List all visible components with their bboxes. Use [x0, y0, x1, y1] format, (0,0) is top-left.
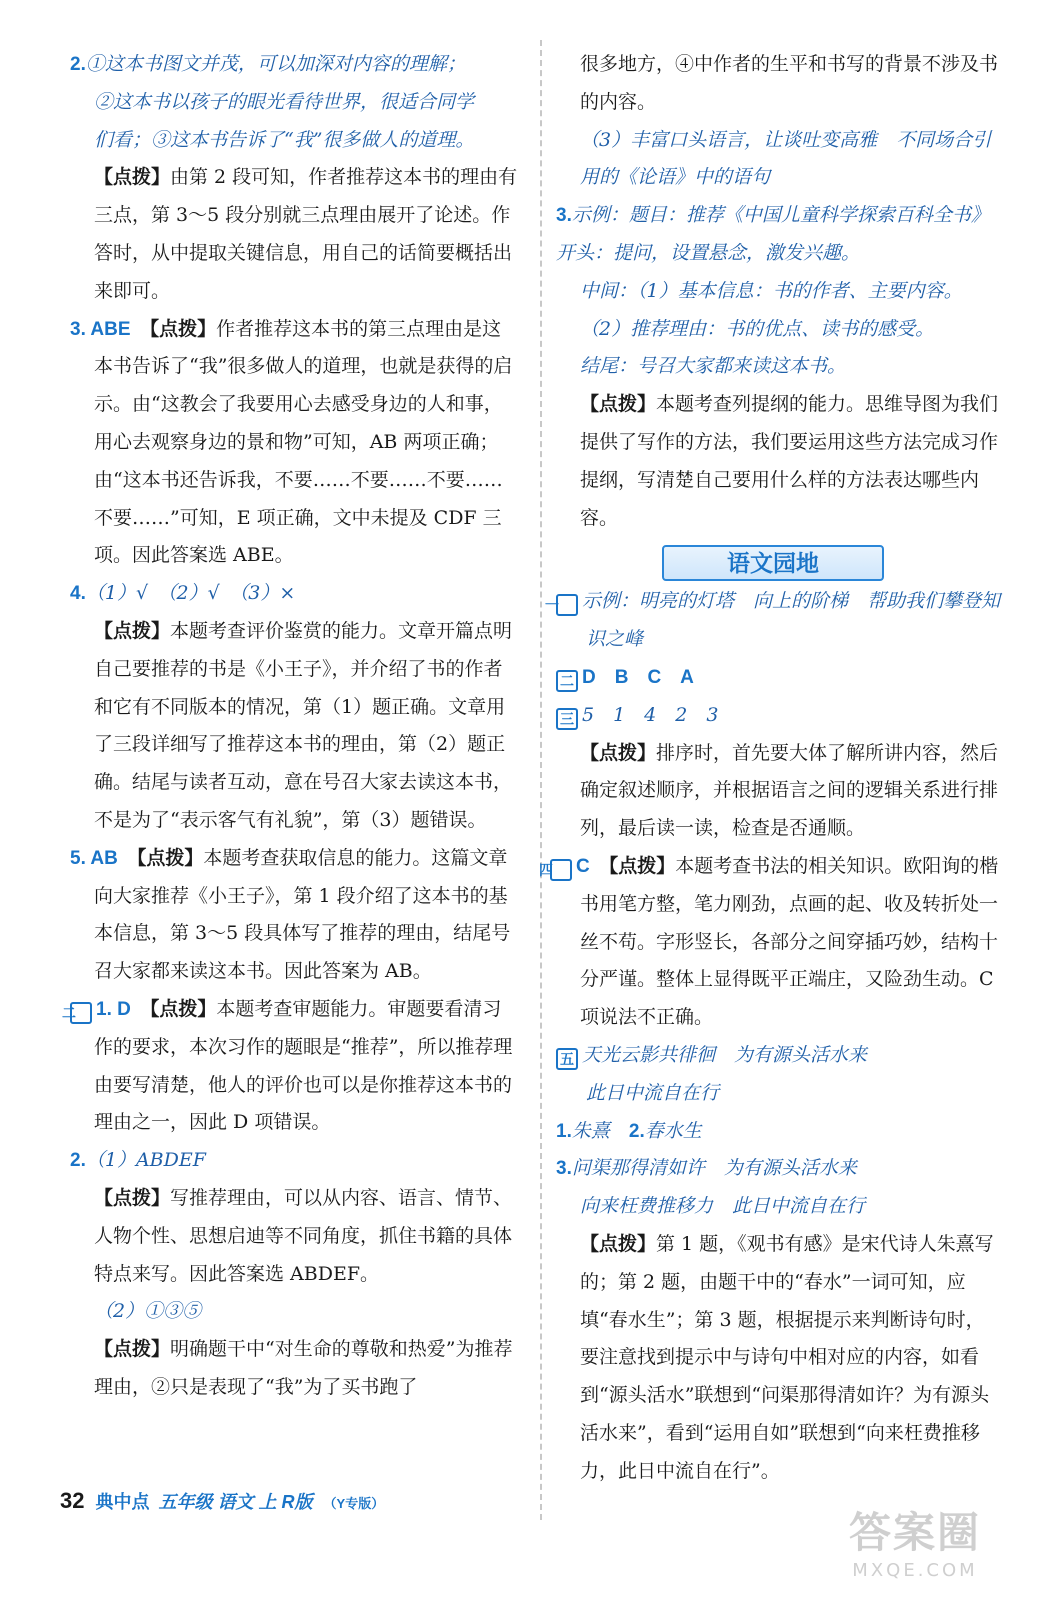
yuanDi-5-q1q2: 1.朱熹 2.春水生	[556, 1119, 702, 1142]
yuanDi-4: 四 C 【点拨】本题考查书法的相关知识。欧阳询的楷书用笔方整，笔力刚劲，点画的起、收及转折处一丝不苟。字形竖长，各部分之间穿插巧妙，结构十分严谨。整体上显得既平正端庄，又险劲生动。C 项说法不正确。	[539, 854, 999, 1029]
section-5-icon: 五	[556, 1048, 578, 1070]
answer-2: 2.①这本书图文并茂，可以加深对内容的理解； ②这本书以孩子的眼光看待世界，很适合同学 们看；③这本书告诉了“我”很多做人的道理。	[70, 53, 475, 151]
yuanDi-2: 二 D B C A	[556, 659, 1002, 697]
answer-2-line2: ②这本书以孩子的眼光看待世界，很适合同学	[94, 90, 475, 113]
section-2b-icon: 二	[556, 670, 578, 692]
section-banner: 语文园地	[662, 545, 884, 581]
section-1-icon: 一	[556, 594, 578, 616]
yuanDi-5-q3: 3.问渠那得清如许 为有源头活水来 向来枉费推移力 此日中流自在行	[556, 1157, 866, 1218]
section-2-answer-1: 二 1. D 【点拨】本题考查审题能力。审题要看清习作的要求，本次习作的题眼是“推荐”，所以推荐理由要写清楚，他人的评价也可以是你推荐这本书的理由之一，因此 D 项错误。	[62, 997, 513, 1134]
page-footer	[60, 1488, 384, 1518]
tip-s2-2-1: 【点拨】写推荐理由，可以从内容、语言、情节、人物个性、思想启迪等不同角度，抓住书籍的具体特点来写。因此答案选 ABDEF。	[94, 1186, 513, 1285]
answer-3-outline: 3.示例：题目：推荐《中国儿童科学探索百科全书》 开头：提问，设置悬念，激发兴趣。	[556, 204, 990, 264]
section-2-icon: 二	[70, 1002, 92, 1024]
tip-s2-2-2: 【点拨】明确题干中“对生命的尊敬和热爱”为推荐理由，②只是表现了“我”为了买书跑了	[94, 1338, 513, 1398]
section-4-icon: 四	[550, 859, 572, 881]
answer-3-sub: （3）丰富口头语言，让谈吐变高雅 不同场合引用的《论语》中的语句	[580, 128, 992, 189]
watermark-logo: 答案圈	[848, 1508, 981, 1557]
tip-4: 【点拨】本题考查评价鉴赏的能力。文章开篇点明自己要推荐的书是《小王子》，并介绍了书的作者和它有不同版本的情况，第（1）题正确。文章用了三段详细写了推荐这本书的理由，第（2）题正确。结尾与读者互动，意在号召大家去读这本书，不是为了“表示客气有礼貌”，第（3）题错误。	[94, 619, 513, 831]
watermark	[820, 1500, 1010, 1590]
answer-3-middle: 中间：（1）基本信息：书的作者、主要内容。 （2）推荐理由：书的优点、读书的感受。 结尾：号召大家都来读这本书。	[580, 279, 963, 378]
yuanDi-5-line2: 此日中流自在行	[586, 1081, 720, 1104]
edition-label: （Y专版）	[323, 1496, 385, 1511]
section-3-icon: 三	[556, 708, 578, 730]
watermark-url: MXQE.COM	[852, 1560, 978, 1581]
answer-2-line3: 们看；③这本书告诉了“我”很多做人的道理。	[94, 128, 475, 151]
left-column	[62, 46, 518, 1407]
answer-s2-2-2: （2）①③⑤	[94, 1300, 202, 1323]
right-column	[539, 46, 1002, 1490]
answer-4: 4.（1）√ （2）√ （3）×	[70, 582, 296, 605]
section-2-answer-2: 2.（1）ABDEF	[70, 1149, 206, 1172]
yuanDi-5: 五 天光云影共徘徊 为有源头活水来	[556, 1037, 1002, 1075]
tip-2: 【点拨】由第 2 段可知，作者推荐这本书的理由有三点，第 3～5 段分别就三点理由展开了论述。作答时，从中提取关键信息，用自己的话简要概括出来即可。	[94, 166, 518, 302]
tip-yuanDi-5: 【点拨】第 1 题，《观书有感》是宋代诗人朱熹写的；第 2 题，由题干中的“春水”一词可知，应填“春水生”；第 3 题，根据提示来判断诗句时，要注意找到提示中与诗句中相对应的内容，如看到“源头活水”联想到“问渠那得清如许？为有源头活水来”，看到“运用自如”联想到“向来枉费推移力，此日中流自在行”。	[580, 1232, 994, 1482]
yuanDi-3: 三 5 1 4 2 3	[556, 697, 1002, 735]
answer-5: 5. AB 【点拨】本题考查获取信息的能力。这篇文章向大家推荐《小王子》，第 1 段介绍了这本书的基本信息，第 3～5 段具体写了推荐的理由，结尾号召大家都来读这本书。因此答案为 AB。	[70, 846, 511, 983]
answer-3: 3. ABE 【点拨】作者推荐这本书的第三点理由是这本书告诉了“我”很多做人的道理，也就是获得的启示。由“这教会了我要用心去感受身边的人和事，用心去观察身边的景和物”可知，AB 两项正确；由“这本书还告诉我，不要……不要……不要……不要……”可知，E 项正确，文中未提及 CDF 三项。因此答案选 ABE。	[70, 317, 513, 567]
page-number: 32	[60, 1488, 85, 1513]
tip-yuanDi-3: 【点拨】排序时，首先要大体了解所讲内容，然后确定叙述顺序，并根据语言之间的逻辑关系进行排列，最后读一读，检查是否通顺。	[580, 741, 999, 840]
continued-tip: 很多地方，④中作者的生平和书写的背景不涉及书的内容。	[580, 53, 999, 113]
column-divider	[540, 40, 542, 1520]
yuanDi-1: 一 示例：明亮的灯塔 向上的阶梯 帮助我们攀登知识之峰	[545, 590, 1001, 651]
tip-outline: 【点拨】本题考查列提纲的能力。思维导图为我们提供了写作的方法，我们要运用这些方法完成习作提纲，写清楚自己要用什么样的方法表达哪些内容。	[580, 393, 999, 529]
answer-2-line1: ①这本书图文并茂，可以加深对内容的理解；	[85, 53, 466, 75]
brand-logo: 典中点	[95, 1492, 150, 1512]
book-series: 五年级 语文 上 R版	[158, 1492, 313, 1512]
